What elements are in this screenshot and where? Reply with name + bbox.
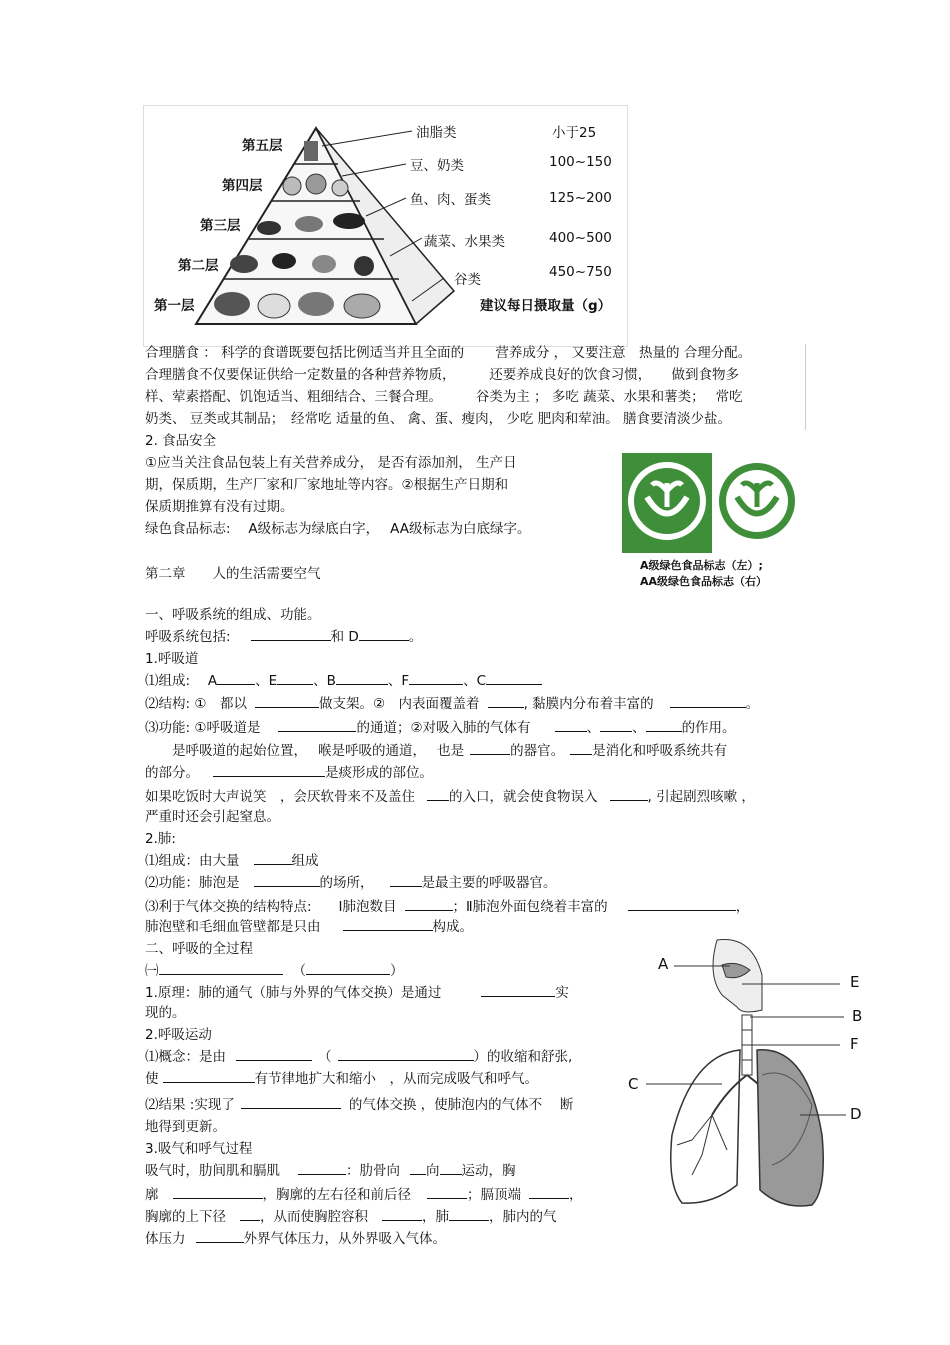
text: 外界气体压力，从外界吸入气体。	[243, 1231, 446, 1247]
blank	[255, 693, 319, 708]
resp-system-line	[145, 626, 422, 648]
text: ；Ⅱ肺泡外面包绕着丰富的	[452, 899, 608, 915]
diagram-label-e: E	[850, 973, 860, 991]
lung-heading: 2.肺:	[145, 831, 176, 847]
text: 、E	[255, 673, 278, 689]
blank	[555, 717, 587, 732]
text: 。	[745, 696, 760, 712]
text: 有节律地扩大和缩小 ，从而完成吸气和呼气。	[254, 1071, 538, 1087]
text: 的部分。	[145, 765, 199, 781]
respiratory-system-diagram	[622, 935, 872, 1220]
pyramid-amount-1: 450~750	[549, 264, 612, 280]
food-safety-heading: 2. 食品安全	[145, 433, 217, 449]
text: ，肺	[422, 1209, 449, 1225]
text: 组成	[291, 853, 319, 869]
text: 、F	[387, 673, 410, 689]
inhale-line-2	[145, 1184, 583, 1206]
text: ：肋骨向	[346, 1163, 400, 1179]
blank	[470, 740, 510, 755]
text: ⑴概念：是由	[145, 1049, 226, 1065]
diagram-label-a: A	[658, 955, 669, 973]
pyramid-level-3: 第三层	[200, 218, 241, 234]
text: 、	[586, 720, 601, 736]
blank	[359, 626, 409, 641]
text: ⑵结果 :实现了	[145, 1097, 235, 1113]
resp-tract-function	[145, 717, 736, 739]
text: ⑶功能: ①呼吸道是	[145, 720, 261, 736]
resp-tract-notes-4: 严重时还会引起窒息。	[145, 809, 280, 825]
text: ⑶利于气体交换的结构特点: Ⅰ肺泡数目	[145, 899, 397, 915]
pyramid-food-4: 豆、奶类	[410, 158, 464, 174]
blank	[481, 982, 555, 997]
blank	[306, 960, 390, 975]
movement-concept-2	[145, 1068, 538, 1090]
food-safety-line-2: 期，保质期，生产厂家和厂家地址等内容。②根据生产日期和	[145, 477, 509, 493]
text: ，肺内的气	[489, 1209, 557, 1225]
text: 如果吃饭时大声说笑 ，会厌软骨来不及盖住	[145, 789, 415, 805]
section-2-heading: 二、呼吸的全过程	[145, 941, 253, 957]
lung-structure	[145, 896, 749, 918]
text: 实	[555, 985, 569, 1001]
blank	[390, 872, 422, 887]
blank	[427, 1184, 467, 1199]
pyramid-food-3: 鱼、肉、蛋类	[410, 192, 491, 208]
text: 做支架。② 内表面覆盖着	[318, 696, 480, 712]
text: 肺泡壁和毛细血管壁都是只由	[145, 919, 321, 935]
blank	[646, 717, 682, 732]
blank	[529, 1184, 569, 1199]
blank	[382, 1206, 422, 1221]
text: 的通道；②对吸入肺的气体有	[356, 720, 531, 736]
text: 、	[632, 720, 646, 736]
diet-line-3: 样、荤素搭配、饥饱适当、粗细结合、三餐合理。 谷类为主 ； 多吃 蔬菜、水果和薯类； 常吃	[145, 389, 743, 405]
text: ）	[390, 963, 404, 979]
text: 吸气时，肋间肌和膈肌	[145, 1163, 280, 1179]
diagram-label-b: B	[852, 1007, 863, 1025]
blank	[338, 1046, 474, 1061]
food-pyramid-figure	[143, 105, 628, 347]
text: 是消化和呼吸系统共有	[592, 743, 728, 759]
blank	[241, 1094, 341, 1109]
text: 胸廓的上下径	[145, 1209, 226, 1225]
resp-tract-structure	[145, 693, 759, 715]
text: ，	[569, 1187, 583, 1203]
blank	[254, 872, 320, 887]
text: ⑵功能：肺泡是	[145, 875, 240, 891]
text: 、B	[313, 673, 336, 689]
blank	[336, 670, 388, 685]
blank	[449, 1206, 489, 1221]
pyramid-amount-5: 小于25	[552, 125, 597, 141]
text: 是呼吸道的起始位置， 喉是呼吸的通道， 也是	[145, 743, 465, 759]
diet-line-1: 合理膳食 ： 科学的食谱既要包括比例适当并且全面的 营养成分 ， 又要注意 热量的 合理分配。	[145, 345, 752, 361]
text: 是最主要的呼吸器官。	[421, 875, 557, 891]
movement-result	[145, 1094, 573, 1116]
text: （	[292, 963, 306, 979]
text: 。	[408, 629, 423, 645]
resp-tract-notes-1	[145, 740, 727, 762]
logo-caption-1: A级绿色食品标志（左）;	[640, 559, 763, 572]
pyramid-level-4: 第四层	[222, 178, 263, 194]
text: ）的收缩和舒张,	[473, 1049, 573, 1065]
text: 、C	[463, 673, 487, 689]
text: , 引起剧烈咳嗽 ，	[647, 789, 755, 805]
food-safety-line-3: 保质期推算有没有过期。	[145, 499, 294, 515]
blank	[278, 717, 356, 732]
text: ⑴组成：由大量	[145, 853, 240, 869]
pyramid-food-2: 蔬菜、水果类	[424, 234, 505, 250]
inhale-exhale-heading: 3.吸气和呼气过程	[145, 1141, 253, 1157]
blank	[427, 786, 449, 801]
text: ，胸廓的左右径和前后径	[262, 1187, 411, 1203]
text: 的气体交换 ，使肺泡内的气体不 断	[348, 1097, 574, 1113]
blank	[236, 1046, 312, 1061]
inhale-line-3	[145, 1206, 557, 1228]
diet-line-4: 奶类、 豆类或其制品； 经常吃 适量的鱼、 禽、蛋、瘦肉， 少吃 肥肉和荤油。 膳食要清淡少盐。	[145, 411, 731, 427]
logo-caption-2: AA级绿色食品标志（右）	[640, 575, 768, 588]
text: 廓	[145, 1187, 159, 1203]
blank	[159, 960, 283, 975]
inhale-line-4	[145, 1228, 446, 1250]
text: 运动，胸	[461, 1163, 516, 1179]
resp-tract-notes-3	[145, 786, 755, 808]
text: ⑵结构: ① 都以	[145, 696, 247, 712]
green-food-logo-figure	[612, 445, 802, 593]
resp-tract-composition	[145, 670, 542, 692]
pyramid-amount-4: 100~150	[549, 154, 612, 170]
pyramid-amount-label: 建议每日摄取量（g）	[480, 298, 612, 314]
diet-line-2: 合理膳食不仅要保证供给一定数量的各种营养物质， 还要养成良好的饮食习惯， 做到食物多	[145, 367, 739, 383]
principle-line-2: 现的。	[145, 1005, 186, 1021]
food-safety-line-1: ①应当关注食品包装上有关营养成分， 是否有添加剂， 生产日	[145, 455, 517, 471]
lung-function	[145, 872, 557, 894]
blank	[486, 670, 542, 685]
green-food-mark-text: 绿色食品标志: A级标志为绿底白字， AA级标志为白底绿字。	[145, 521, 531, 537]
text: 体压力	[145, 1231, 186, 1247]
blank	[440, 1160, 462, 1175]
pyramid-level-2: 第二层	[178, 258, 219, 274]
text: ⑴组成: A	[145, 673, 218, 689]
pyramid-level-1: 第一层	[154, 298, 195, 314]
text: 从而使胸腔容积	[273, 1209, 368, 1225]
movement-result-2: 地得到更新。	[145, 1119, 226, 1135]
text: 呼吸系统包括:	[145, 629, 231, 645]
chapter-title: 第二章 人的生活需要空气	[145, 566, 321, 582]
lung-composition	[145, 850, 319, 872]
diagram-label-d: D	[850, 1105, 862, 1123]
blank	[196, 1228, 244, 1243]
pyramid-level-5: 第五层	[242, 138, 283, 154]
diagram-label-c: C	[628, 1075, 639, 1093]
text: 和 D	[330, 629, 359, 645]
blank	[163, 1068, 255, 1083]
blank	[173, 1184, 263, 1199]
text: , 黏膜内分布着丰富的	[523, 696, 654, 712]
blank	[610, 786, 648, 801]
blank	[343, 916, 433, 931]
pyramid-food-5: 油脂类	[416, 125, 457, 141]
resp-tract-notes-2	[145, 762, 433, 784]
text: ；膈顶端	[467, 1187, 521, 1203]
blank	[670, 693, 746, 708]
text: ，	[735, 899, 750, 915]
text: ，	[260, 1209, 274, 1225]
movement-concept	[145, 1046, 572, 1068]
text: 使	[145, 1071, 159, 1087]
inhale-line-1	[145, 1160, 516, 1182]
text: ㈠	[145, 963, 159, 979]
blank	[240, 1206, 260, 1221]
text: 的场所，	[319, 875, 374, 891]
principle-line	[145, 982, 569, 1004]
diagram-label-f: F	[850, 1035, 859, 1053]
text: （	[318, 1049, 332, 1065]
blank	[570, 740, 592, 755]
section-1-heading: 一、呼吸系统的组成、功能。	[145, 607, 321, 623]
lung-structure-2	[145, 916, 473, 938]
blank	[405, 896, 453, 911]
blank	[600, 717, 632, 732]
blank	[488, 693, 524, 708]
text: 构成。	[432, 919, 473, 935]
movement-heading: 2.呼吸运动	[145, 1027, 212, 1043]
pyramid-amount-2: 400~500	[549, 230, 612, 246]
blank	[277, 670, 313, 685]
text: 1.原理：肺的通气（肺与外界的气体交换）是通过	[145, 985, 442, 1001]
blank	[409, 670, 463, 685]
process-1-heading	[145, 960, 404, 982]
blank	[628, 896, 736, 911]
blank	[217, 670, 255, 685]
text: 的器官。	[510, 743, 565, 759]
pyramid-food-1: 谷类	[454, 272, 481, 288]
resp-tract-heading: 1.呼吸道	[145, 651, 199, 667]
blank	[298, 1160, 346, 1175]
text: 的入口，就会使食物误入	[449, 789, 598, 805]
text: 的作用。	[681, 720, 736, 736]
blank	[410, 1160, 426, 1175]
text: 是痰形成的部位。	[325, 765, 433, 781]
text: 向	[426, 1163, 440, 1179]
blank	[213, 762, 325, 777]
blank	[254, 850, 292, 865]
pyramid-amount-3: 125~200	[549, 190, 612, 206]
blank	[251, 626, 331, 641]
